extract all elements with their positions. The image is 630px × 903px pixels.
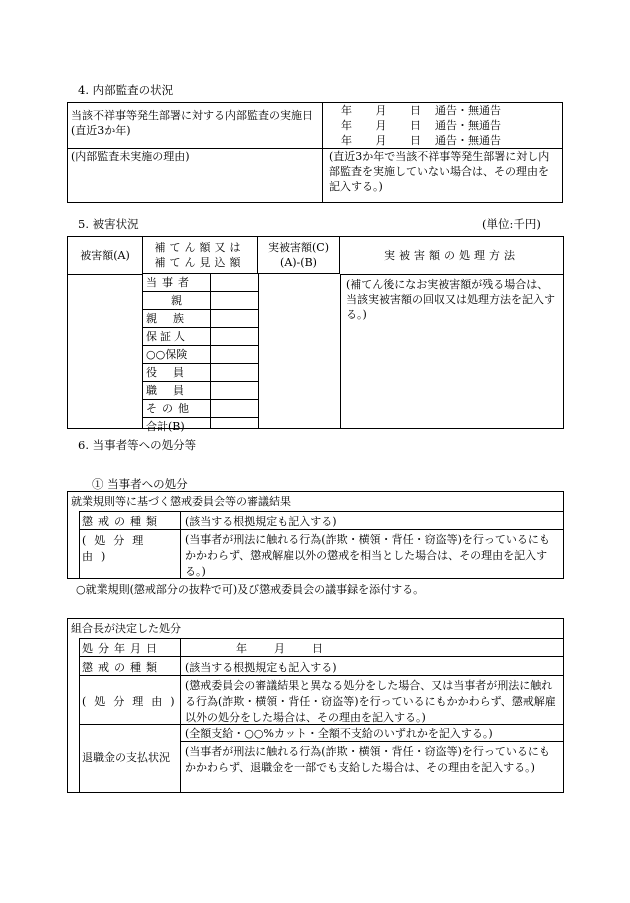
audit-notice: 通告・無通告 通告・無通告 通告・無通告 [425, 103, 563, 149]
comp-row: 保証人 [143, 328, 258, 346]
section-6-heading: 6. 当事者等への処分等 [78, 438, 197, 452]
comp-row: ○○保険 [143, 346, 258, 364]
decision-reason-label: (処分理由) [82, 695, 183, 708]
unaudited-reason-note: (直近3か年で当該不祥事等発生部署に対し内部監査を実施していない場合は、その理由を記入する。) [323, 149, 563, 203]
unaudited-reason-label: (内部監査未実施の理由) [68, 149, 323, 203]
decision-kind-label: 懲戒の種類 [82, 661, 162, 674]
decision-date-month: 月 [274, 642, 285, 655]
col-damage: 被害額(A) [68, 237, 143, 275]
col-actual-damage: 実被害額(C) (A)-(B) [258, 237, 340, 274]
section-4-heading: 4. 内部監査の状況 [78, 83, 174, 97]
committee-table [67, 491, 564, 579]
method-note: (補てん後になお実被害額が残る場合は、当該実被害額の回収又は処理方法を記入する。) [346, 278, 555, 321]
comp-row: 役員 [143, 364, 258, 382]
attachment-note: ○就業規則(懲戒部分の抜粋で可)及び懲戒委員会の議事録を添付する。 [76, 583, 425, 596]
compensation-rows [143, 274, 258, 435]
comp-row: 親族 [143, 310, 258, 328]
discipline-type-label: 懲戒の種類 [82, 515, 162, 528]
retirement-pay-text2: (当事者が刑法に触れる行為(詐欺・横領・背任・窃盗等)を行っているにもかかわらず、退職金を一部でも支給した場合は、その理由を記入する。) [185, 745, 550, 774]
decision-date-year: 年 [236, 642, 247, 655]
comp-row: 職員 [143, 382, 258, 400]
reason-text: (当事者が刑法に触れる行為(詐欺・横領・背任・窃盗等)を行っているにもかかわらず、懲戒解雇以外の懲戒を相当とした場合は、その理由を記入する。) [185, 533, 550, 578]
audit-table [67, 102, 563, 203]
comp-row: 合計(B) [146, 420, 185, 433]
decision-date-day: 日 [312, 642, 323, 655]
decision-date-label: 処分年月日 [82, 642, 162, 655]
union-decision-table [67, 618, 564, 793]
col-compensation: 補てん額又は 補てん見込額 [142, 237, 258, 274]
decision-reason-text: (懲戒委員会の審議結果と異なる処分をした場合、又は当事者が刑法に触れる行為(詐欺・横領・背任・窃盗等)を行っているにもかかわらず、懲戒解雇以外の処分をした場合は、その理由を記入する。) [185, 679, 556, 724]
col-method: 実被害額の処理方法 [340, 237, 563, 275]
retirement-pay-label: 退職金の支払状況 [82, 751, 170, 764]
subsection-1-heading: ① 当事者への処分 [92, 477, 188, 491]
audit-date-label: 当該不祥事等発生部署に対する内部監査の実施日(直近3か年) [68, 103, 323, 149]
retirement-pay-text1: (全額支給・○○%カット・全額不支給のいずれかを記入する。) [185, 727, 493, 740]
decision-kind-text: (該当する根拠規定も記入する) [185, 661, 337, 674]
unit-label: (単位:千円) [482, 217, 541, 231]
comp-row: その他 [143, 400, 258, 418]
damage-table [67, 236, 564, 433]
discipline-type-text: (該当する根拠規定も記入する) [185, 515, 337, 528]
comp-row: 当事者 [143, 274, 258, 292]
committee-title: 就業規則等に基づく懲戒委員会等の審議結果 [71, 495, 291, 508]
union-decision-title: 組合長が決定した処分 [71, 622, 181, 635]
audit-dates: 年 月 日 年 月 日 年 月 日 [323, 103, 426, 149]
section-5-heading: 5. 被害状況 [78, 217, 139, 231]
comp-row: 親 [143, 292, 258, 310]
reason-label: (処分理由) [82, 534, 152, 563]
